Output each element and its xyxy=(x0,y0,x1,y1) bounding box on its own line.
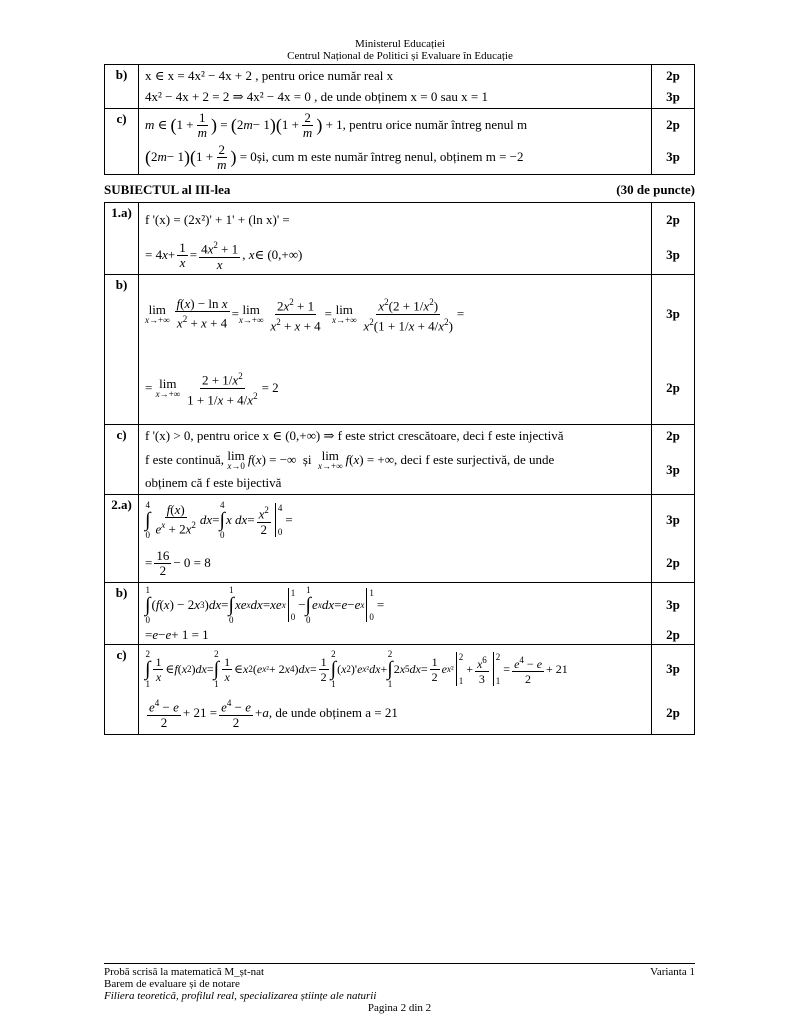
row-content xyxy=(139,275,652,425)
formula-line: $\frac{e^4 - e}{2}$ + 21 = $\frac{e^4 - e}{2}$ + a , de unde obținem a = 21 xyxy=(149,698,398,730)
section-points: (30 de puncte) xyxy=(616,182,695,197)
table-row xyxy=(105,495,695,583)
row-score xyxy=(652,275,695,425)
score: 2p xyxy=(666,555,680,570)
row-label: b) xyxy=(105,275,139,425)
row-label: b) xyxy=(105,583,139,645)
score: 2p xyxy=(666,428,680,443)
row-label: 2.a) xyxy=(105,495,139,583)
formula-line: 2 ∫ 1 $\frac{1}{x}$ ∈ f ( x 2 ) dx = 2 ∫ 1 $\frac{1}{x}$ ∈ x 2 ( e x² + 2 x 4 ) dx = $\frac{1}{2}$ 2 ∫ 1 ( x 2 )' e x² dx + 2 ∫ 1 2 x 5 dx = $\frac{1}{2}$ e x² 2 1 + $\frac{x^6}{3}$ 2 1 = $\frac{e^4 - e}{2}$ + 21 xyxy=(145,649,568,689)
score: 3p xyxy=(666,149,680,164)
score: 3p xyxy=(666,88,680,104)
formula-line: = e − e + 1 = 1 xyxy=(145,627,209,642)
formula-text: , de unde obținem a = 21 xyxy=(268,705,398,720)
row-label: b) xyxy=(105,65,139,109)
table-row xyxy=(105,275,695,425)
formula-line: lim x→+∞ $\frac{\text{f(x) − ln x}}{x^2 + x + 4}$ = lim x→+∞ $\frac{2x^2 + 1}{x^2 + x + 4}$ = lim x→+∞ $\frac{x^2(2 + 1/x^2)}{x^2(1 + 1/x + 4/x^2)}$ = xyxy=(145,296,465,333)
row-score xyxy=(652,65,695,109)
section-title: SUBIECTUL al III-lea xyxy=(104,182,231,197)
page-footer xyxy=(104,963,695,1014)
row-label: c) xyxy=(105,425,139,495)
row-score xyxy=(652,109,695,175)
table-row xyxy=(105,645,695,735)
formula-line: m ∈ ( 1 + $\frac{1}{m}$ ) = ( 2 m − 1 ) ( 1 + $\frac{2}{m}$ ) + 1 , pentru orice număr întreg nenul m xyxy=(145,109,528,140)
score: 2p xyxy=(666,627,680,642)
section-heading xyxy=(104,182,695,198)
score: 3p xyxy=(666,306,680,321)
score: 3p xyxy=(666,661,680,676)
formula-text: f este continuă, xyxy=(145,452,225,467)
row-content xyxy=(139,583,652,645)
content-line: f '(x) > 0, pentru orice x ∈ (0,+∞) ⇒ f este strict crescătoare, deci f este injectivă xyxy=(145,428,564,443)
score: 2p xyxy=(666,67,680,83)
table-row xyxy=(105,583,695,645)
score: 3p xyxy=(666,462,680,477)
formula-line: f este continuă, lim x→0 f ( x ) = −∞ și lim x→+∞ f ( x ) = +∞ , deci f este surjectivă, de unde xyxy=(145,448,555,471)
footer-profile: Filiera teoretică, profilul real, specializarea științe ale naturii xyxy=(104,990,377,1002)
formula-line: ( 2 m − 1 ) ( 1 + $\frac{2}{m}$ ) = 0 și, cum m este număr întreg nenul, obținem m = −2 xyxy=(145,141,524,172)
row-label: 1.a) xyxy=(105,203,139,275)
row-score xyxy=(652,425,695,495)
row-label: c) xyxy=(105,109,139,175)
footer-barem: Barem de evaluare și de notare xyxy=(104,978,240,990)
row-content xyxy=(139,65,652,109)
score: 3p xyxy=(666,512,680,527)
footer-exam: Probă scrisă la matematică M_șt-nat xyxy=(104,966,265,978)
row-score xyxy=(652,203,695,275)
footer-variant: Varianta 1 xyxy=(650,966,695,978)
table-row xyxy=(105,203,695,275)
formula-line: 4 ∫ 0 $\frac{f(x)}{e^x + 2x^2}$ dx = 4 ∫ 0 x dx = $\frac{x^2}{2}$ 4 0 = xyxy=(145,500,293,540)
table-row xyxy=(105,109,695,175)
content-line: x ∈ x = 4x² − 4x + 2 , pentru orice număr real x xyxy=(145,67,394,83)
header-center: Centrul Național de Politici și Evaluare în Educație xyxy=(287,50,513,62)
formula-line: f '(x) = (2x²)' + 1' + (ln x)' = xyxy=(145,212,290,227)
table-row xyxy=(105,65,695,109)
score: 3p xyxy=(666,247,680,262)
row-content xyxy=(139,109,652,175)
row-score xyxy=(652,495,695,583)
row-content xyxy=(139,203,652,275)
score: 3p xyxy=(666,597,680,612)
table-row xyxy=(105,425,695,495)
formula-line: = 4 x + $\frac{1}{x}$ = $\frac{4x^2 + 1}{x}$ , x ∈ (0,+∞) xyxy=(145,239,303,272)
score: 2p xyxy=(666,705,680,720)
row-label: c) xyxy=(105,645,139,735)
row-content xyxy=(139,495,652,583)
formula-line: 1 ∫ 0 ( f ( x ) − 2 x 3 ) dx = 1 ∫ 0 xe x dx = xe x 1 0 − 1 ∫ 0 e x dx = e − e x 1 0 = xyxy=(145,585,385,625)
score: 2p xyxy=(666,117,680,132)
score: 2p xyxy=(666,380,680,395)
row-content xyxy=(139,645,652,735)
row-content xyxy=(139,425,652,495)
content-line: obținem că f este bijectivă xyxy=(145,475,282,490)
formula-text: și xyxy=(302,452,312,467)
row-score xyxy=(652,645,695,735)
page-number: Pagina 2 din 2 xyxy=(367,1002,432,1014)
top-table xyxy=(104,64,695,175)
score: 2p xyxy=(666,212,680,227)
header-ministry: Ministerul Educației xyxy=(354,38,446,50)
formula-text: și, cum m este număr întreg nenul, obținem m = −2 xyxy=(256,149,524,164)
content-line: 4x² − 4x + 2 = 2 ⇒ 4x² − 4x = 0 , de unde obținem x = 0 sau x = 1 xyxy=(145,88,488,104)
row-score xyxy=(652,583,695,645)
formula-text: , deci f este surjectivă, de unde xyxy=(394,452,555,467)
formula-line: = $\frac{16}{2}$ − 0 = 8 xyxy=(145,547,211,578)
formula-text: , pentru orice număr întreg nenul m xyxy=(342,117,528,132)
formula-line: = lim x→+∞ $\frac{2 + 1/x^2}{1 + 1/x + 4/x^2}$ = 2 xyxy=(145,371,279,407)
main-table xyxy=(104,202,695,735)
